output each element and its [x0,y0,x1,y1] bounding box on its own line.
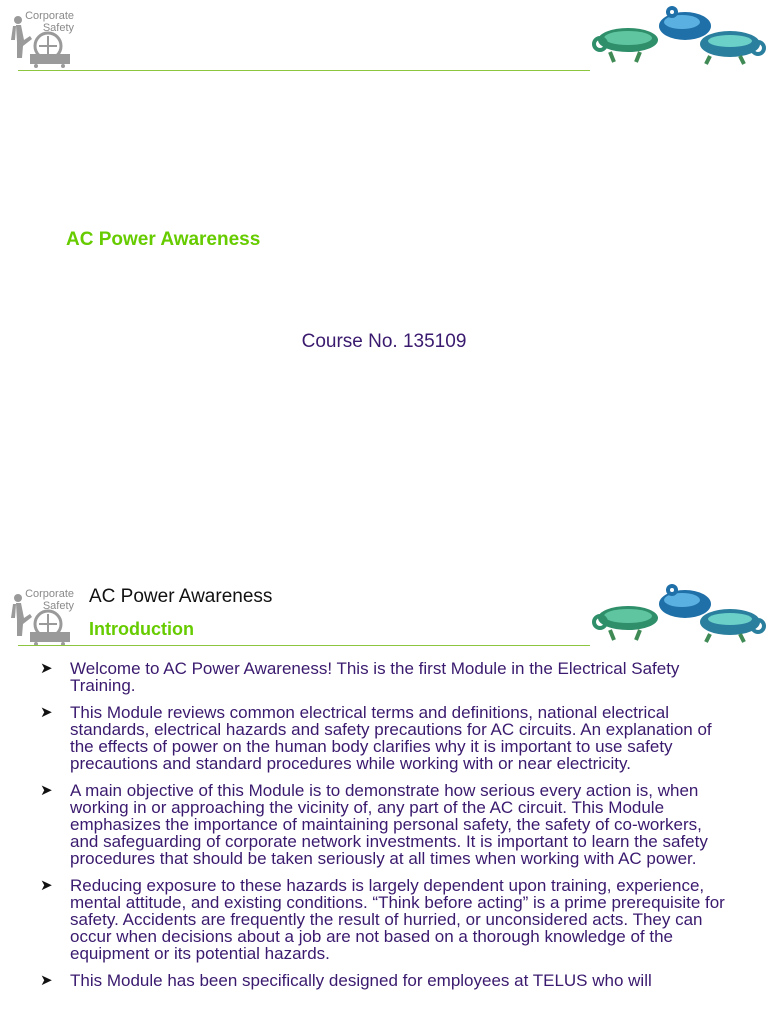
arrow-bullet-icon: ➤ [40,704,53,721]
slide-subheading: Introduction [89,619,194,639]
slide-title: AC Power Awareness [66,229,261,250]
logo-text-line: Corporate [25,588,74,600]
bullet-item [0,660,768,694]
chameleon-mascot-image [590,578,768,644]
bullet-item [0,782,768,867]
logo-text [25,10,74,34]
arrow-bullet-icon: ➤ [40,660,53,677]
introduction-slide [0,572,768,1024]
logo-text-line: Safety [42,600,74,612]
course-number: Course No. 135109 [301,331,467,352]
arrow-bullet-icon: ➤ [40,972,53,989]
header-rule [18,645,590,646]
bullet-text: A main objective of this Module is to demonstrate how serious every action is, when working in or approaching the vicinity of, any part of the AC circuit. This Module emphasizes the importance of maintaining personal safety, the safety of co-workers, and safeguarding of corporate network investments. It is important to learn the safety procedures that should be taken seriously at all times when working with AC power. [70,781,708,868]
bullet-item [0,704,768,772]
bullet-text: Reducing exposure to these hazards is largely dependent upon training, experience, mental attitude, and existing conditions. “Think before acting” is a prime prerequisite for safety. Accidents are frequently the result of hurried, or unconsidered acts. They can occur when decisions about a job are not based on a thorough knowledge of the equipment or its potential hazards. [70,876,725,963]
chameleon-icon [590,578,768,644]
slide-heading: AC Power Awareness [89,586,273,607]
logo-text [25,588,74,612]
bullet-item [0,877,768,962]
bullet-text: This Module has been specifically designed for employees at TELUS who will [70,971,652,990]
bullet-text: Welcome to AC Power Awareness! This is the first Module in the Electrical Safety Training. [70,659,680,695]
bullet-list [0,660,768,999]
chameleon-icon [590,0,768,66]
logo-text-line: Safety [42,22,74,34]
arrow-bullet-icon: ➤ [40,877,53,894]
chameleon-mascot-image [590,0,768,66]
corporate-safety-logo [8,10,76,68]
corporate-safety-logo [8,588,76,646]
bullet-text: This Module reviews common electrical terms and definitions, national electrical standards, electrical hazards and safety precautions for AC circuits. An explanation of the effects of power on the human body clarifies why it is important to use safety precautions and standard procedures while working with or near electricity. [70,703,712,773]
arrow-bullet-icon: ➤ [40,782,53,799]
logo-text-line: Corporate [25,10,74,22]
header-rule [18,70,590,71]
bullet-item [0,972,768,989]
